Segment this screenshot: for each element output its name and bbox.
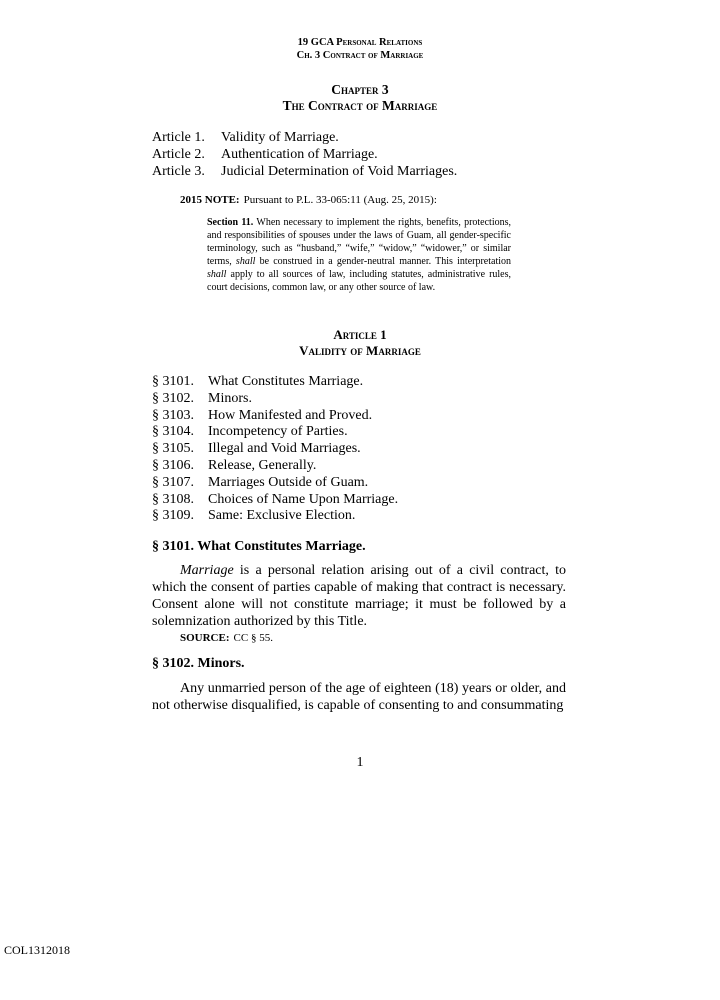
section-title: Illegal and Void Marriages. <box>208 441 361 457</box>
article-number: Article 3. <box>152 163 205 179</box>
section-list-item <box>152 441 398 458</box>
section-number: § 3105. <box>152 441 194 457</box>
chapter-title: The Contract of Marriage <box>282 98 438 113</box>
article-list-item <box>152 130 457 147</box>
note-emphasis: shall <box>235 256 256 267</box>
section-number: § 3106. <box>152 457 194 473</box>
article-number: Article 2. <box>152 146 205 162</box>
footer-id: COL1312018 <box>4 943 70 957</box>
note-text: Pursuant to P.L. 33-065:11 (Aug. 25, 2015): <box>243 194 437 206</box>
section-list-item <box>152 408 398 425</box>
note-emphasis: shall <box>207 269 227 280</box>
section-number: § 3107. <box>152 474 194 490</box>
article-list-item <box>152 164 457 181</box>
running-head-title: 19 GCA Personal Relations <box>297 37 423 48</box>
section-list-item <box>152 458 398 475</box>
section-list-item <box>152 508 398 525</box>
article-title: Validity of Marriage. <box>221 130 339 145</box>
article-label: Article 1 <box>333 327 387 342</box>
section-title: How Manifested and Proved. <box>208 407 373 423</box>
section-3102-body: Any unmarried person of the age of eighteen (18) years or older, and not otherwise disqualified, is capable of consenting to and consummating <box>152 681 566 713</box>
defined-term: Marriage <box>180 563 234 578</box>
article-list-item <box>152 147 457 164</box>
section-number: § 3104. <box>152 424 194 440</box>
section-number: § 3101. <box>152 374 194 389</box>
section-number: § 3102. <box>152 390 194 406</box>
section-3101-body <box>152 562 566 630</box>
note-section-text: be construed in a gender-neutral manner. This interpretation <box>259 256 512 267</box>
section-title: Choices of Name Upon Marriage. <box>208 491 399 507</box>
section-list <box>152 374 398 525</box>
section-number: § 3109. <box>152 508 194 524</box>
chapter-label: Chapter 3 <box>331 82 389 97</box>
section-title: Marriages Outside of Guam. <box>208 474 369 490</box>
section-title: Release, Generally. <box>208 457 317 473</box>
section-number: § 3103. <box>152 407 194 423</box>
note-label: 2015 NOTE: <box>180 194 240 206</box>
running-head-chapter: Ch. 3 Contract of Marriage <box>296 50 424 61</box>
section-number: § 3108. <box>152 491 194 507</box>
article-number: Article 1. <box>152 130 205 145</box>
section-title: What Constitutes Marriage. <box>208 374 364 389</box>
article-title: Authentication of Marriage. <box>221 146 378 162</box>
article-heading-title: Validity of Marriage <box>299 343 421 358</box>
section-3101-text: is a personal relation arising out of a civil contract, to which the consent of parties capable of making that contract is necessary. Consent alone will not constitute marriage; it must be followed by a solemnization authorized by this Title. <box>152 563 566 629</box>
note-section-text: apply to all sources of law, including statutes, administrative rules, court decisions, common law, or any other source of law. <box>207 269 512 293</box>
chapter-heading <box>0 82 720 114</box>
section-title: Minors. <box>208 390 252 406</box>
source-note <box>180 632 273 645</box>
source-text: CC § 55. <box>233 632 273 644</box>
section-list-item <box>152 391 398 408</box>
running-head <box>0 36 720 62</box>
section-title: Incompetency of Parties. <box>208 424 348 440</box>
source-label: SOURCE: <box>180 632 230 644</box>
section-3101-heading: § 3101. What Constitutes Marriage. <box>152 539 366 554</box>
article-heading <box>0 327 720 359</box>
page-number: 1 <box>356 755 364 770</box>
section-list-item <box>152 492 398 509</box>
section-list-item <box>152 374 398 391</box>
section-title: Same: Exclusive Election. <box>208 508 356 524</box>
section-3102-heading: § 3102. Minors. <box>152 656 245 671</box>
note-section-text: When necessary to implement the rights, benefits, protections, and responsibilities of spouses under the laws of Guam, all gender-specific terminology, such as “husband,” “wife,” “widow,” “widower,” or similar terms, <box>207 217 512 267</box>
section-list-item <box>152 475 398 492</box>
note-quote <box>207 216 511 294</box>
note-heading <box>180 194 437 207</box>
article-title: Judicial Determination of Void Marriages. <box>221 163 458 179</box>
section-list-item <box>152 424 398 441</box>
note-section-label: Section 11. <box>207 217 254 228</box>
article-list <box>152 130 457 180</box>
